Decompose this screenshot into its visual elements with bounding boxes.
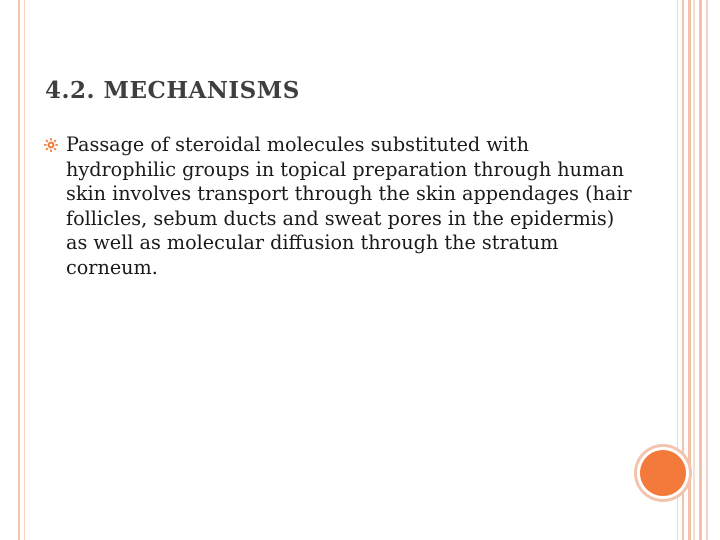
right-border-stripes [688,0,702,540]
decorative-accent-circle [640,450,686,496]
right-border-thin-stripe [706,0,708,540]
sun-bullet-icon [44,138,58,152]
slide-title: 4.2. MECHANISMS [45,77,300,104]
bullet-text: Passage of steroidal molecules substituted with hydrophilic groups in topical preparation through human skin involves transport through the skin appendages (hair follicles, sebum ducts and sweat pores in the epidermis) as well as molecular diffusion through the stratum corneum. [66,133,632,279]
